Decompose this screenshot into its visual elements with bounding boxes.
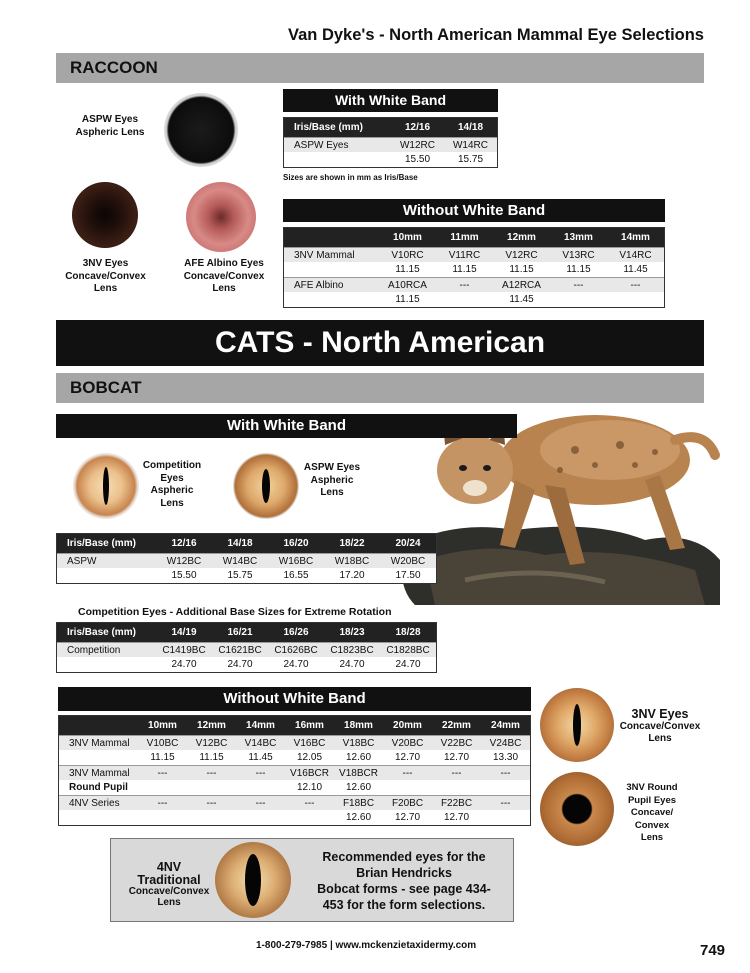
- table-cell: 11.15: [199, 752, 224, 763]
- raccoon-3nv-eye-image: [72, 182, 138, 248]
- table-cell: 15.50: [404, 154, 431, 165]
- table-row: [57, 553, 436, 568]
- bobcat-with-band-title: With White Band: [56, 414, 517, 438]
- row-label: Competition: [67, 644, 121, 656]
- pupil: [103, 467, 109, 505]
- table-cell: ---: [157, 797, 168, 809]
- caption-line: Traditional: [137, 873, 201, 887]
- table-cell: V10RC: [391, 249, 424, 261]
- table-row: [284, 152, 497, 167]
- table-cell: 11.15: [395, 264, 420, 275]
- table-cell: ---: [255, 797, 266, 809]
- promo-line: 453 for the form selections.: [322, 898, 486, 912]
- table-row: [284, 247, 664, 262]
- caption-line: 4NV: [156, 860, 182, 874]
- header-cell: 18mm: [344, 720, 373, 731]
- sizes-note: Sizes are shown in mm as Iris/Base: [283, 173, 418, 182]
- header-cell: 10mm: [148, 720, 177, 731]
- table-header: [284, 118, 497, 137]
- table-row: [59, 750, 530, 765]
- table-header: [59, 716, 530, 735]
- table-cell: 15.75: [457, 154, 484, 165]
- row-label: ASPW Eyes: [294, 139, 349, 151]
- footer-website[interactable]: www.mckenzietaxidermy.com: [335, 940, 477, 951]
- caption-line: Competition: [142, 460, 202, 471]
- bobcat-aspw-table: [56, 533, 437, 584]
- header-cell: 12mm: [507, 232, 536, 243]
- table-cell: V22BC: [440, 737, 473, 749]
- table-cell: ---: [157, 767, 168, 779]
- table-row: [284, 277, 664, 292]
- header-cell: 11mm: [450, 232, 479, 243]
- raccoon-afe-eye-image: [186, 182, 256, 252]
- caption-line: Lens: [157, 896, 181, 908]
- table-row: [284, 262, 664, 277]
- promo-line: Brian Hendricks: [356, 866, 452, 880]
- caption-line: 3NV Round: [626, 782, 678, 793]
- table-row: [59, 735, 530, 750]
- competition-table: [56, 622, 437, 673]
- caption-line: AFE Albino Eyes: [184, 258, 264, 269]
- table-cell: ---: [402, 767, 413, 779]
- bobcat-3nv-eye-image: [540, 688, 614, 762]
- page-number: 749: [700, 942, 726, 959]
- promo-line: Bobcat forms - see page 434-: [317, 882, 491, 896]
- footer-phone: 1-800-279-7985: [256, 940, 328, 951]
- table-cell: W18BC: [334, 555, 370, 567]
- caption-line: 3NV Eyes: [82, 258, 129, 269]
- table-cell: 15.50: [171, 570, 197, 581]
- raccoon-3nv-caption: [58, 258, 153, 296]
- table-cell: W16BC: [278, 555, 314, 567]
- promo-text: [297, 849, 511, 913]
- caption-line: Concave/Convex: [128, 886, 210, 897]
- table-cell: ---: [255, 767, 266, 779]
- table-cell: ---: [573, 279, 584, 291]
- header-cell: 12/16: [171, 538, 197, 549]
- row-label: AFE Albino: [294, 279, 344, 291]
- caption-line: Concave/Convex: [65, 270, 146, 282]
- header-cell: 13mm: [564, 232, 593, 243]
- header-cell: 18/22: [339, 538, 365, 549]
- table-cell: 17.20: [339, 570, 365, 581]
- header-cell: 14/18: [457, 122, 484, 133]
- caption-line: Aspheric Lens: [75, 126, 145, 138]
- table-cell: W14RC: [452, 139, 488, 151]
- table-row: [284, 292, 664, 307]
- bobcat-aspw-eye-image: [233, 453, 299, 519]
- table-cell: 12.05: [296, 752, 323, 763]
- table-cell: 17.50: [395, 570, 421, 581]
- header-cell: 14/19: [171, 627, 197, 638]
- header-cell: 20/24: [395, 538, 421, 549]
- table-cell: W14BC: [222, 555, 258, 567]
- table-cell: V14BC: [244, 737, 277, 749]
- page-title: Van Dyke's - North American Mammal Eye Selections: [288, 26, 704, 44]
- table-cell: 11.45: [509, 294, 534, 305]
- header-cell: Iris/Base (mm): [67, 538, 136, 549]
- table-cell: W12RC: [399, 139, 435, 151]
- table-cell: 12.60: [345, 812, 372, 823]
- header-cell: 14mm: [246, 720, 275, 731]
- raccoon-section-bar: RACCOON: [56, 53, 704, 83]
- header-cell: 22mm: [442, 720, 471, 731]
- header-cell: 24mm: [491, 720, 520, 731]
- header-cell: 16/26: [283, 627, 309, 638]
- table-cell: F20BC: [391, 797, 424, 809]
- table-cell: 24.70: [227, 659, 253, 670]
- table-cell: 12.60: [345, 782, 372, 793]
- caption-line: Lens: [93, 283, 118, 294]
- table-cell: 24.70: [339, 659, 365, 670]
- caption-line: Lens: [648, 733, 672, 744]
- table-cell: 12.70: [443, 812, 470, 823]
- row-sublabel: Round Pupil: [69, 782, 128, 793]
- row-label: 3NV Mammal: [69, 767, 130, 779]
- caption-line: ASPW Eyes: [303, 462, 361, 473]
- table-row: [59, 780, 530, 795]
- bobcat-round-pupil-eye-image: [540, 772, 614, 846]
- table-cell: 24.70: [395, 659, 421, 670]
- footer-separator: |: [329, 940, 333, 951]
- table-cell: V10BC: [146, 737, 179, 749]
- table-cell: C1621BC: [218, 644, 262, 656]
- table-header: [57, 534, 436, 553]
- table-cell: V18BCR: [339, 767, 378, 779]
- table-cell: F22BC: [440, 797, 473, 809]
- header-cell: 16/20: [283, 538, 309, 549]
- table-cell: V13RC: [562, 249, 595, 261]
- header-cell: 16mm: [295, 720, 324, 731]
- bobcat-without-band-title: Without White Band: [58, 687, 531, 711]
- caption-line: Lens: [320, 487, 344, 498]
- bobcat-aspw-caption: [300, 462, 364, 500]
- table-cell: V18BC: [342, 737, 375, 749]
- table-cell: V11RC: [448, 249, 481, 261]
- header-cell: 20mm: [393, 720, 422, 731]
- caption-line: Lens: [212, 283, 236, 294]
- table-cell: 11.45: [248, 752, 273, 763]
- caption-line: Concave/Convex: [183, 270, 265, 282]
- bobcat-round-pupil-caption: [616, 782, 688, 845]
- table-cell: 13.30: [492, 752, 519, 763]
- caption-line: Lens: [640, 832, 664, 843]
- table-row: [57, 642, 436, 657]
- row-label: 3NV Mammal: [69, 737, 130, 749]
- row-label: 4NV Series: [69, 797, 120, 809]
- table-cell: 12.70: [394, 812, 421, 823]
- table-cell: 16.55: [283, 570, 309, 581]
- table-header: [57, 623, 436, 642]
- table-cell: V24BC: [489, 737, 522, 749]
- bobcat-3nv-caption: [612, 708, 708, 746]
- caption-line: Lens: [160, 497, 184, 509]
- caption-line: Aspheric: [150, 485, 194, 496]
- table-cell: 11.15: [150, 752, 175, 763]
- table-cell: V12RC: [505, 249, 538, 261]
- table-cell: 12.10: [296, 782, 323, 793]
- table-cell: W12BC: [166, 555, 202, 567]
- promo-4nv-caption: [119, 861, 219, 908]
- header-cell: 10mm: [393, 232, 422, 243]
- table-cell: C1419BC: [162, 644, 206, 656]
- caption-line: Concave/: [630, 807, 674, 818]
- header-cell: 18/23: [339, 627, 365, 638]
- caption-line: Convex: [634, 819, 670, 831]
- table-cell: C1626BC: [274, 644, 318, 656]
- raccoon-without-band-title: Without White Band: [283, 199, 665, 222]
- header-cell: 16/21: [227, 627, 253, 638]
- raccoon-afe-caption: [175, 258, 273, 296]
- table-cell: 12.60: [345, 752, 372, 763]
- header-cell: Iris/Base (mm): [294, 122, 363, 133]
- table-cell: ---: [500, 797, 511, 809]
- footer-contact: [256, 940, 476, 951]
- promo-4nv-eye-image: [215, 842, 291, 918]
- bobcat-competition-caption: [140, 460, 204, 510]
- table-cell: 24.70: [171, 659, 197, 670]
- table-cell: ---: [500, 767, 511, 779]
- caption-line: ASPW Eyes: [81, 114, 139, 125]
- table-row: [57, 568, 436, 583]
- table-cell: A10RCA: [388, 279, 427, 291]
- caption-line: Aspheric: [310, 474, 354, 486]
- table-cell: 12.70: [394, 752, 421, 763]
- table-cell: F18BC: [342, 797, 375, 809]
- table-cell: W20BC: [390, 555, 426, 567]
- raccoon-without-band-table: [283, 227, 665, 308]
- table-cell: 15.75: [227, 570, 253, 581]
- table-cell: V16BCR: [290, 767, 329, 779]
- promo-line: Recommended eyes for the: [322, 850, 486, 864]
- table-cell: 12.70: [443, 752, 470, 763]
- pupil: [573, 704, 581, 746]
- table-cell: ---: [304, 797, 315, 809]
- row-label: ASPW: [67, 555, 97, 567]
- header-cell: 14/18: [227, 538, 253, 549]
- table-cell: A12RCA: [502, 279, 541, 291]
- caption-line: Pupil Eyes: [627, 794, 677, 806]
- header-cell: Iris/Base (mm): [67, 627, 136, 638]
- table-cell: ---: [206, 767, 217, 779]
- table-row: [59, 810, 530, 825]
- caption-line: Eyes: [160, 472, 184, 484]
- table-cell: 11.45: [623, 264, 648, 275]
- table-cell: C1828BC: [386, 644, 430, 656]
- table-row: [59, 795, 530, 810]
- table-cell: ---: [459, 279, 470, 291]
- table-cell: V20BC: [391, 737, 424, 749]
- table-cell: V16BC: [293, 737, 326, 749]
- bobcat-without-band-table: [58, 715, 531, 826]
- competition-title: Competition Eyes - Additional Base Sizes for Extreme Rotation: [78, 606, 392, 618]
- header-cell: 18/28: [395, 627, 421, 638]
- table-row: [59, 765, 530, 780]
- caption-line: 3NV Eyes: [631, 707, 689, 721]
- table-row: [284, 137, 497, 152]
- row-label: 3NV Mammal: [294, 249, 355, 261]
- table-cell: V12BC: [195, 737, 228, 749]
- raccoon-aspw-caption: [70, 114, 150, 139]
- caption-line: Concave/Convex: [619, 720, 701, 732]
- pupil: [262, 469, 270, 503]
- table-cell: ---: [206, 797, 217, 809]
- table-cell: ---: [451, 767, 462, 779]
- header-cell: 12mm: [197, 720, 226, 731]
- promo-box: [110, 838, 514, 922]
- table-cell: 11.15: [452, 264, 477, 275]
- header-cell: 12/16: [404, 122, 431, 133]
- header-cell: 14mm: [621, 232, 650, 243]
- raccoon-with-band-title: With White Band: [283, 89, 498, 112]
- bobcat-competition-eye-image: [73, 453, 139, 519]
- table-cell: 24.70: [283, 659, 309, 670]
- table-row: [57, 657, 436, 672]
- table-header: [284, 228, 664, 247]
- table-cell: C1823BC: [330, 644, 374, 656]
- raccoon-aspw-eye-image: [164, 93, 238, 167]
- table-cell: 11.15: [509, 264, 534, 275]
- table-cell: ---: [630, 279, 641, 291]
- cats-banner: CATS - North American: [56, 320, 704, 366]
- bobcat-section-bar: BOBCAT: [56, 373, 704, 403]
- table-cell: 11.15: [566, 264, 591, 275]
- table-cell: V14RC: [619, 249, 652, 261]
- pupil: [245, 854, 261, 906]
- table-cell: 11.15: [395, 294, 420, 305]
- bobcat-photo: [395, 370, 725, 605]
- raccoon-with-band-table: [283, 117, 498, 168]
